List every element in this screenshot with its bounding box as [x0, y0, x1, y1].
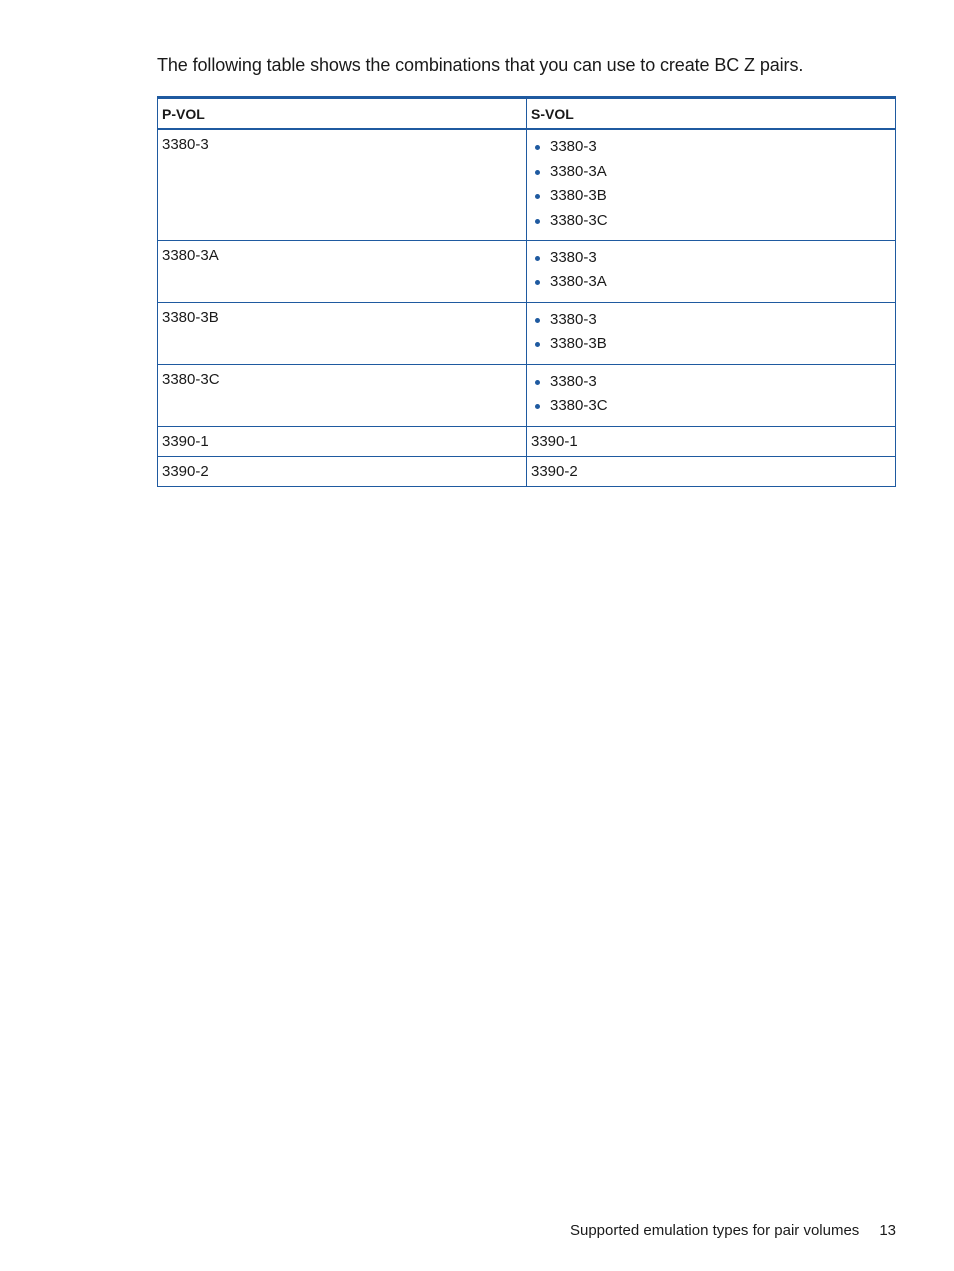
svol-list: [531, 246, 891, 295]
list-item: [531, 308, 891, 333]
bullet-icon: [535, 280, 540, 285]
svol-value: 3380-3A: [550, 273, 607, 291]
pvol-cell: 3390-1: [158, 426, 527, 456]
list-item: [531, 270, 891, 295]
svol-value: 3380-3A: [550, 162, 607, 180]
bullet-icon: [535, 380, 540, 385]
page-number: 13: [879, 1222, 896, 1239]
intro-paragraph: The following table shows the combinations that you can use to create BC Z pairs.: [157, 55, 804, 75]
svol-cell: [527, 240, 896, 302]
bullet-icon: [535, 256, 540, 261]
pair-combinations-table: [157, 96, 896, 487]
svol-value: 3380-3: [550, 310, 597, 328]
list-item: [531, 209, 891, 234]
svol-cell: [527, 302, 896, 364]
svol-cell: 3390-2: [527, 456, 896, 486]
bullet-icon: [535, 318, 540, 323]
svol-value: 3380-3: [550, 372, 597, 390]
pvol-cell: 3390-2: [158, 456, 527, 486]
bullet-icon: [535, 145, 540, 150]
footer-section-title: Supported emulation types for pair volumes: [569, 1222, 860, 1239]
table-row: [158, 426, 896, 456]
bullet-icon: [535, 404, 540, 409]
list-item: [531, 332, 891, 357]
table-row: [158, 129, 896, 240]
header-svol: S-VOL: [527, 98, 896, 130]
svol-value: 3380-3B: [550, 335, 607, 353]
pvol-cell: 3380-3B: [158, 302, 527, 364]
pvol-cell: 3380-3A: [158, 240, 527, 302]
table-row: [158, 456, 896, 486]
svol-list: [531, 370, 891, 419]
svol-list: [531, 135, 891, 234]
pvol-cell: 3380-3: [158, 129, 527, 240]
svol-value: 3380-3C: [550, 397, 608, 415]
svol-cell: [527, 364, 896, 426]
page-footer: [570, 1222, 896, 1239]
svol-value: 3380-3: [550, 138, 597, 155]
list-item: [531, 184, 891, 209]
bullet-icon: [535, 219, 540, 224]
header-pvol: P-VOL: [158, 98, 527, 130]
list-item: [531, 394, 891, 419]
list-item: [531, 135, 891, 160]
svol-value: 3380-3B: [550, 187, 607, 205]
bullet-icon: [535, 194, 540, 199]
svol-value: 3380-3: [550, 248, 597, 266]
svol-list: [531, 308, 891, 357]
svol-value: 3380-3C: [550, 212, 608, 230]
table-row: [158, 302, 896, 364]
list-item: [531, 246, 891, 271]
svol-cell: [527, 129, 896, 240]
pvol-cell: 3380-3C: [158, 364, 527, 426]
list-item: [531, 370, 891, 395]
svol-cell: 3390-1: [527, 426, 896, 456]
list-item: [531, 160, 891, 185]
bullet-icon: [535, 170, 540, 175]
bullet-icon: [535, 342, 540, 347]
table-row: [158, 240, 896, 302]
table-header-row: [158, 98, 896, 130]
table-row: [158, 364, 896, 426]
